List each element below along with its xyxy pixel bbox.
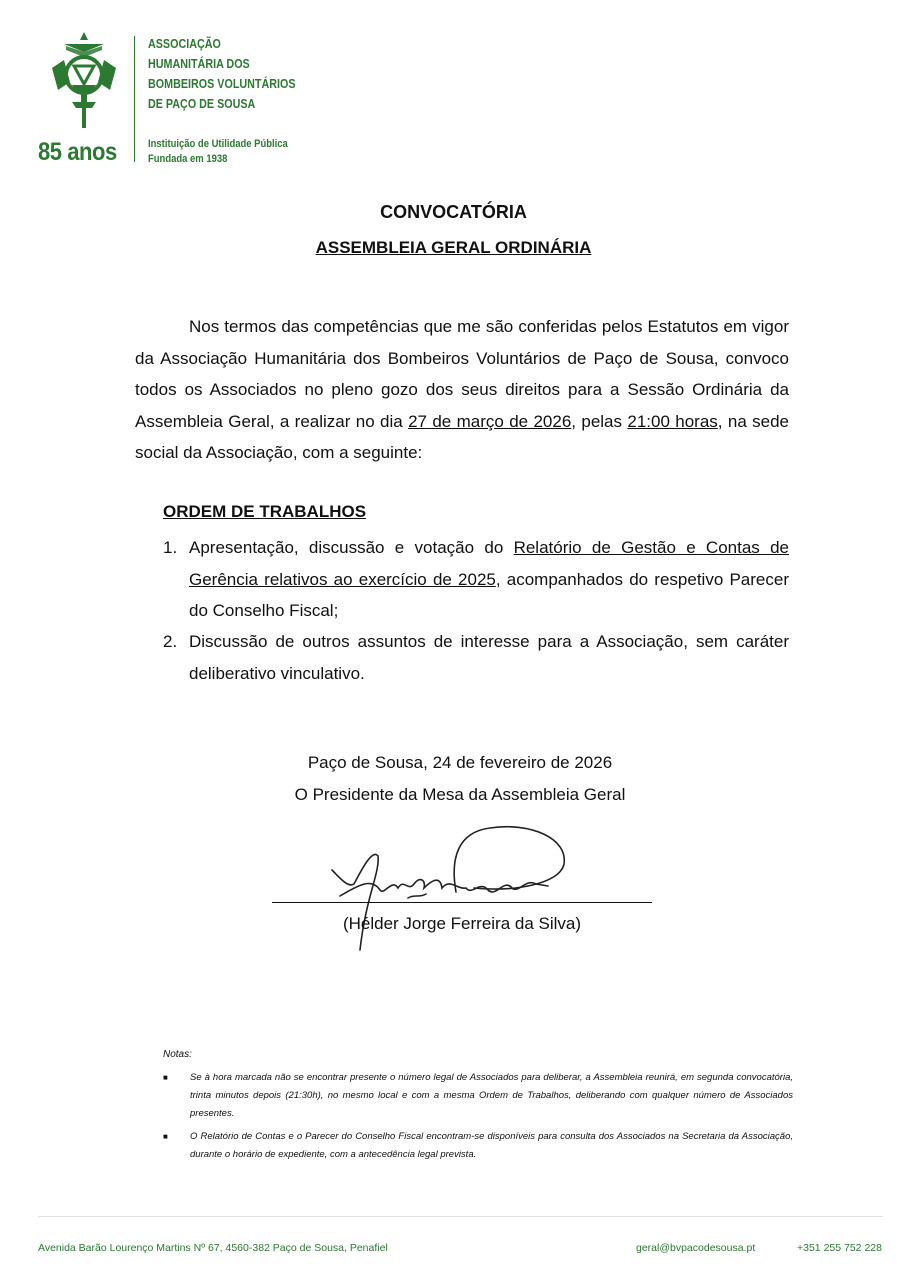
anniversary-label: 85 anos [38,138,117,166]
agenda-item [163,626,789,689]
meeting-date: 27 de março de 2026 [408,411,572,431]
org-line: DE PAÇO DE SOUSA [148,97,256,111]
org-line: ASSOCIAÇÃO [148,37,221,51]
institution-info [148,137,288,167]
handwritten-signature [300,818,600,958]
body-text: , pelas [571,411,628,431]
institution-status: Instituição de Utilidade Pública [148,138,288,150]
note-text: O Relatório de Contas e o Parecer do Conselho Fiscal encontram-se disponíveis para consulta dos Associados na Secretaria da Associação, durante o horário de expediente, com a antecedência legal prevista. [190,1131,793,1160]
agenda-item-text: Discussão de outros assuntos de interesse para a Associação, sem caráter deliberativo vinculativo. [189,632,789,683]
agenda-item [163,532,789,627]
agenda-heading: ORDEM DE TRABALHOS [163,502,367,521]
footer-email-link[interactable]: geral@bvpacodesousa.pt [636,1242,756,1254]
meeting-time: 21:00 horas [627,411,718,431]
agenda-item-suffix: , acompanhados do respetivo Parecer do Conselho Fiscal; [189,569,789,620]
header-divider [134,36,135,162]
footer-phone[interactable]: +351 255 752 228 [797,1242,882,1254]
agenda-item-number: 1. [163,538,178,557]
place-and-date: Paço de Sousa, 24 de fevereiro de 2026 [307,753,613,772]
founded-year: Fundada em 1938 [148,153,228,165]
convocation-paragraph [135,311,789,469]
report-reference: Relatório de Gestão e Contas de Gerência relativos ao exercício de 2025 [189,538,789,589]
footer-divider [38,1216,883,1217]
footer-address: Avenida Barão Lourenço Martins Nº 67, 4560-382 Paço de Sousa, Penafiel [38,1242,388,1254]
signature-line [272,902,652,903]
bullet-icon: ■ [163,1073,168,1082]
org-line: HUMANITÁRIA DOS [148,57,250,71]
agenda-item-text [189,532,789,627]
firefighters-emblem-icon [44,30,124,130]
body-text: , na sede social da Associação, com a seguinte: [135,411,790,462]
note-item [163,1128,793,1164]
signer-role: O Presidente da Mesa da Assembleia Geral [294,785,626,804]
document-title: CONVOCATÓRIA [380,202,527,222]
agenda-item-prefix: Apresentação, discussão e votação do [189,538,514,557]
signer-name: (Hélder Jorge Ferreira da Silva) [342,914,582,933]
notes-title: Notas: [163,1049,192,1060]
organization-name [148,34,296,114]
body-text: Nos termos das competências que me são conferidas pelos Estatutos em vigor da Associação Humanitária dos Bombeiros Voluntários de Paço de Sousa, convoco todos os Associados no pleno gozo dos seus direitos para a Sessão Ordinária da Assembleia Geral, a realizar no dia [135,317,789,431]
org-line: BOMBEIROS VOLUNTÁRIOS [148,77,296,91]
document-subtitle: ASSEMBLEIA GERAL ORDINÁRIA [315,238,592,257]
note-item [163,1069,793,1123]
bullet-icon: ■ [163,1132,168,1141]
note-text: Se à hora marcada não se encontrar presente o número legal de Associados para deliberar, a Assembleia reunirá, em segunda convocatória, trinta minutos depois (21:30h), no mesmo local e com a mesma Ordem de Trabalhos, deliberando com qualquer número de Associados presentes. [190,1072,793,1119]
agenda-item-number: 2. [163,632,178,651]
